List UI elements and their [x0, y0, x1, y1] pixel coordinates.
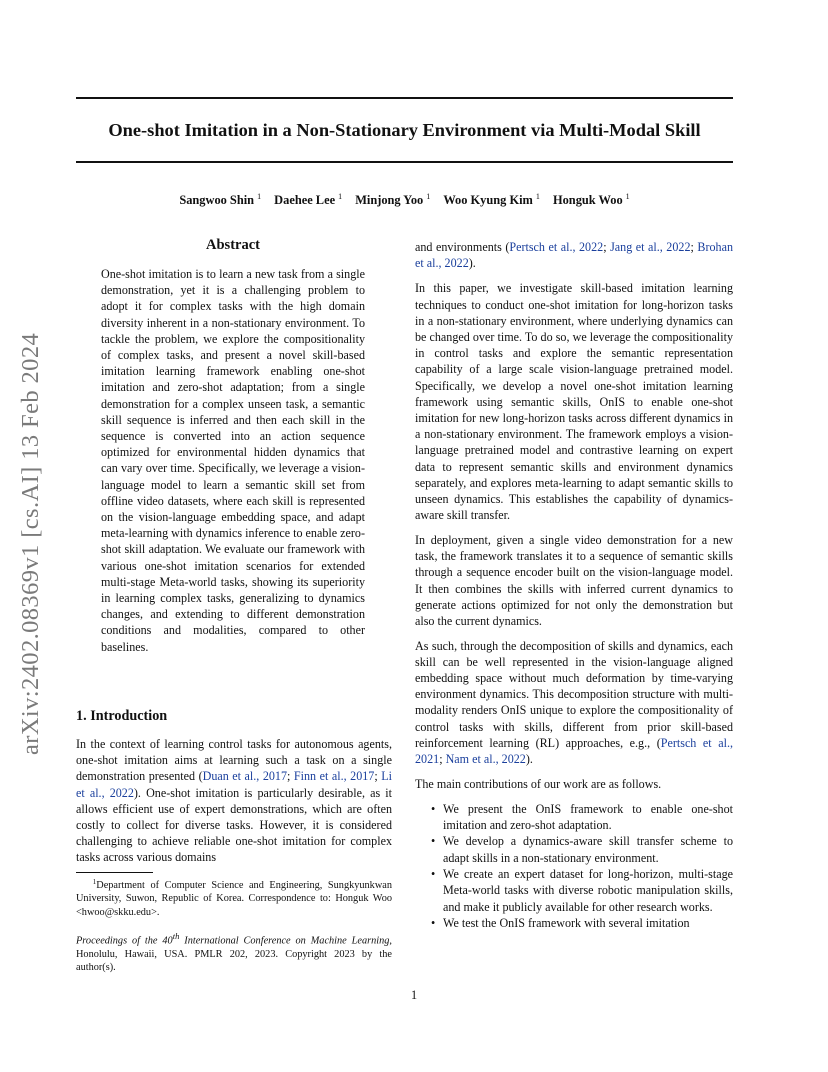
footnote-rule [76, 872, 153, 873]
paragraph: and environments (Pertsch et al., 2022; Jang et al., 2022; Brohan et al., 2022). [415, 240, 733, 271]
citation-link[interactable]: Finn et al., 2017 [293, 769, 375, 784]
bullet-icon: • [431, 916, 436, 931]
citation-link[interactable]: Pertsch et al., 2022 [509, 240, 604, 254]
author: Daehee Lee $^1$ [274, 192, 343, 207]
paragraph: The main contributions of our work are as follows. [415, 776, 662, 791]
paragraph: In this paper, we investigate skill-based imitation learning techniques to conduct one-shot imitation for long-horizon tasks in a non-stationary environment, where underlying dynamics can be changed over time. To do so, we leverage the compositionality in control tasks and explore the semantic representation capability of a large scale vision-language pretrained model. Specifically, we develop a novel one-shot imitation learning framework using semantic skills, OnIS to enable one-shot imitation for new long-horizon tasks across different dynamics in a non-stationary environment. The framework employs a vision-language pretrained model and contrastive learning on expert data to represent semantic skills and environment dynamics separately, and explores meta-learning to adapt semantic skills to unseen dynamics. This establishes the capability of dynamics-aware skill transfer. [415, 281, 733, 523]
author: Sangwoo Shin $^1$ [179, 192, 262, 207]
intro-paragraph: In the context of learning control tasks for autonomous agents, one-shot imitation aims at learning such a task on a single demonstration presented (Duan et al., 2017; Finn et al., 2017; Li et al., 2022). One-shot imitation is particularly desirable, as it allows efficient use of expert demonstrations, which are often costly to collect for diverse tasks. However, it is considered challenging to achieve reliable one-shot imitation for complex tasks across various domains [76, 737, 392, 865]
abstract-heading: Abstract [206, 237, 260, 253]
list-item: • We test the OnIS framework with several imitation [431, 916, 690, 931]
author: Minjong Yoo $^1$ [355, 192, 431, 207]
right-column [415, 239, 733, 932]
section-heading-introduction: 1. Introduction [76, 708, 168, 724]
citation-link[interactable]: Brohan et al., 2022 [415, 240, 733, 271]
citation-link[interactable]: Duan et al., 2017 [202, 769, 288, 784]
paragraph: In deployment, given a single video demonstration for a new task, the framework translates it to a sequence of semantic skills through a sequence encoder built on the vision-language model. It then combines the skills with inferred current dynamics to generate actions optimized for not only the demonstration but also the current dynamics. [415, 532, 733, 628]
author: Woo Kyung Kim $^1$ [443, 192, 540, 207]
abstract-text: One-shot imitation is to learn a new task from a single demonstration, yet it is a challenging problem to adopt it for complex tasks with the high domain diversity inherent in a non-stationary environment. To tackle the problem, we explore the compositionality of complex tasks, and present a novel skill-based imitation learning framework enabling one-shot imitation and zero-shot adaptation; from a single demonstration for a complex unseen task, a semantic skill sequence is inferred and then each skill in the sequence is converted into an action sequence optimized for environmental hidden dynamics that can vary over time. Specifically, we leverage a vision-language model to learn a semantic skill set from offline video datasets, where each skill is represented on the vision-language embedding space, and adapt meta-learning with dynamics inference to enable zero-shot skill adaptation. We evaluate our framework with various one-shot imitation scenarios for extended multi-stage Meta-world tasks, showing its superiority in learning complex tasks, generalizing to dynamics changes, and extending to different demonstration conditions and modalities, compared to other baselines. [101, 267, 365, 654]
citation-link[interactable]: Nam et al., 2022 [445, 752, 526, 767]
bullet-icon: • [431, 801, 436, 816]
affiliation-footnote: $^1$Department of Computer Science and Engineering, Sungkyunkwan University, Suwon, Republic of Korea. Correspondence to: Honguk Woo <hwoo@skku.edu>. [76, 878, 392, 918]
list-item: • We create an expert dataset for long-horizon, multi-stage Meta-world tasks with diverse robotic manipulation skills, and make it publicly available for other research works. [431, 867, 733, 914]
author-list [76, 192, 733, 208]
arxiv-stamp[interactable]: arXiv:2402.08369v1 [cs.AI] 13 Feb 2024 [17, 332, 44, 755]
title-rule-bottom [76, 161, 733, 163]
bullet-icon: • [431, 867, 436, 882]
proceedings-note: Proceedings of the 40th International Conference on Machine Learning, Honolulu, Hawaii, USA. PMLR 202, 2023. Copyright 2023 by the author(s). [76, 931, 392, 974]
paper-title: One-shot Imitation in a Non-Stationary Environment via Multi-Modal Skill [108, 120, 701, 140]
author: Honguk Woo $^1$ [552, 192, 630, 207]
citation-link[interactable]: Li et al., 2022 [76, 769, 392, 800]
bullet-icon: • [431, 834, 436, 849]
title-rule-top [76, 97, 733, 99]
list-item: • We present the OnIS framework to enable one-shot imitation and zero-shot adaptation. [431, 801, 733, 832]
citation-link[interactable]: Pertsch et al., 2021 [415, 735, 733, 767]
page-number: 1 [410, 988, 418, 1002]
paragraph: As such, through the decomposition of skills and dynamics, each skill can be well represented in the vision-language aligned embedding space without much deformation by time-varying environment dynamics. This decomposition structure with multi-modality renders OnIS unique to explore the compositionality of control tasks with skills, different from prior skill-based reinforcement learning (RL) approaches, e.g., (Pertsch et al., 2021; Nam et al., 2022). [415, 638, 733, 767]
contribution-list [415, 801, 733, 932]
citation-link[interactable]: Jang et al., 2022 [610, 240, 691, 254]
list-item: • We develop a dynamics-aware skill transfer scheme to adapt skills in a non-stationary environment. [431, 834, 733, 865]
